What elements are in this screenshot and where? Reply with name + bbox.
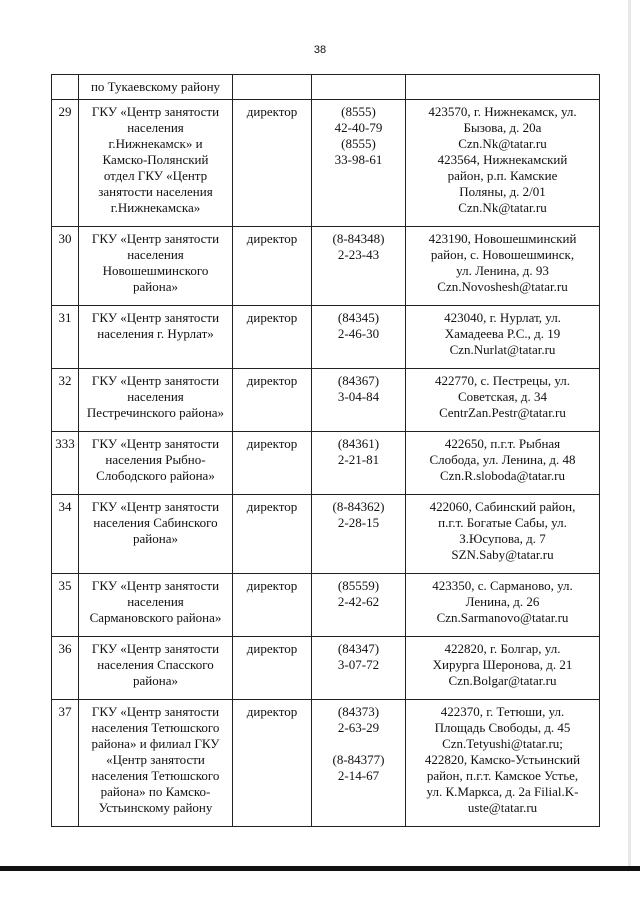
row-number: 32 <box>58 373 72 388</box>
phone-line: (8-84377) <box>332 752 385 767</box>
organization-line: Пестречинского района» <box>86 405 225 420</box>
organization-line: населения <box>127 120 184 135</box>
organization-line: района» по Камско- <box>100 784 211 799</box>
cell-organization <box>79 574 233 637</box>
address-line: 423350, с. Сарманово, ул. <box>432 578 573 593</box>
phone-line: 2-46-30 <box>337 326 380 341</box>
address-line: Czn.Bolgar@tatar.ru <box>448 673 557 688</box>
cell-address <box>406 100 600 227</box>
position-title: директор <box>246 641 298 656</box>
organization-line: района» <box>133 531 178 546</box>
address-line: Czn.R.sloboda@tatar.ru <box>440 468 565 483</box>
organization-line: занятости населения <box>98 184 213 199</box>
phone-line: 2-28-15 <box>337 515 380 530</box>
cell-phone <box>312 700 406 827</box>
address-line: Czn.Nk@tatar.ru <box>458 136 547 151</box>
address-line: З.Юсупова, д. 7 <box>459 531 546 546</box>
cell-address <box>406 574 600 637</box>
cell-organization <box>79 432 233 495</box>
row-number: 34 <box>58 499 72 514</box>
address-line: Czn.Tetyushi@tatar.ru; <box>442 736 563 751</box>
organization-line: населения Спасского <box>97 657 214 672</box>
organization-line: ГКУ «Центр занятости <box>91 231 220 246</box>
cell-number <box>52 227 79 306</box>
phone-line: 3-07-72 <box>337 657 380 672</box>
cell-position <box>233 369 312 432</box>
table-row-continuation <box>52 75 600 100</box>
address-line: 423190, Новошешминский <box>428 231 577 246</box>
phone-line: (84347) <box>337 641 380 656</box>
organization-line: населения Тетюшского <box>91 720 220 735</box>
organization-line: ГКУ «Центр занятости <box>91 436 220 451</box>
address-line: Поляны, д. 2/01 <box>459 184 546 199</box>
phone-line: 3-04-84 <box>337 389 380 404</box>
phone-line <box>315 736 402 752</box>
phone-line: (8555) <box>341 136 376 151</box>
organization-line: ГКУ «Центр занятости <box>91 641 220 656</box>
phone-line: 2-42-62 <box>337 594 380 609</box>
cell-phone <box>312 306 406 369</box>
table-row <box>52 700 600 827</box>
cell-phone <box>312 227 406 306</box>
phone-line: (85559) <box>337 578 380 593</box>
address-line: 422770, с. Пестрецы, ул. <box>435 373 570 388</box>
cell-organization <box>79 637 233 700</box>
organization-line: населения <box>127 594 184 609</box>
table-body <box>52 75 600 827</box>
address-line: 422820, г. Болгар, ул. <box>444 641 561 656</box>
row-number: 30 <box>58 231 72 246</box>
position-title: директор <box>246 436 298 451</box>
address-line: ул. К.Маркса, д. 2а Filial.K- <box>426 784 579 799</box>
address-line: SZN.Saby@tatar.ru <box>451 547 554 562</box>
table-row <box>52 369 600 432</box>
cell-number <box>52 637 79 700</box>
cell-address <box>406 369 600 432</box>
organization-line: Слободского района» <box>96 468 215 483</box>
position-title: директор <box>246 499 298 514</box>
scan-bottom-border <box>0 866 640 871</box>
organization-line: «Центр занятости <box>106 752 205 767</box>
organization-line: населения г. Нурлат» <box>97 326 214 341</box>
scan-edge-shadow <box>628 0 631 866</box>
cell-address <box>406 75 600 100</box>
cell-phone <box>312 495 406 574</box>
cell-phone <box>312 637 406 700</box>
table-row <box>52 495 600 574</box>
cell-organization <box>79 100 233 227</box>
organization-line: района» <box>133 279 178 294</box>
address-line: CentrZan.Pestr@tatar.ru <box>439 405 566 420</box>
organization-line: ГКУ «Центр занятости <box>91 704 220 719</box>
phone-line: (84361) <box>337 436 380 451</box>
table-row <box>52 100 600 227</box>
cell-phone <box>312 574 406 637</box>
cell-position <box>233 637 312 700</box>
row-number: 35 <box>58 578 72 593</box>
address-line: Советская, д. 34 <box>457 389 548 404</box>
organization-line: населения <box>127 389 184 404</box>
phone-line: (8-84348) <box>332 231 385 246</box>
address-line: п.г.т. Богатые Сабы, ул. <box>438 515 567 530</box>
organization-line: ГКУ «Центр занятости <box>91 373 220 388</box>
cell-address <box>406 495 600 574</box>
phone-line: (84367) <box>337 373 380 388</box>
organization-line: населения Тетюшского <box>91 768 220 783</box>
address-line: район, п.г.т. Камское Устье, <box>426 768 579 783</box>
address-line: Ленина, д. 26 <box>465 594 540 609</box>
cell-organization <box>79 369 233 432</box>
cell-address <box>406 637 600 700</box>
address-line: район, с. Новошешминск, <box>430 247 575 262</box>
cell-phone <box>312 75 406 100</box>
cell-phone <box>312 432 406 495</box>
cell-organization <box>79 700 233 827</box>
row-number: 333 <box>55 436 75 451</box>
address-line: 423570, г. Нижнекамск, ул. <box>428 104 577 119</box>
address-line: Czn.Sarmanovo@tatar.ru <box>436 610 569 625</box>
cell-organization <box>79 227 233 306</box>
cell-number <box>52 306 79 369</box>
cell-number <box>52 574 79 637</box>
cell-position <box>233 700 312 827</box>
cell-phone <box>312 369 406 432</box>
cell-organization <box>79 75 233 100</box>
organization-line: Камско-Полянский <box>102 152 209 167</box>
position-title: директор <box>246 578 298 593</box>
cell-position <box>233 100 312 227</box>
phone-line: 2-21-81 <box>337 452 380 467</box>
address-line: Бызова, д. 20а <box>463 120 542 135</box>
cell-number <box>52 75 79 100</box>
organization-line: ГКУ «Центр занятости <box>91 499 220 514</box>
organization-line: г.Нижнекамск» и <box>108 136 203 151</box>
address-line: Хирурга Шеронова, д. 21 <box>432 657 573 672</box>
cell-address <box>406 306 600 369</box>
position-title: директор <box>246 310 298 325</box>
row-number: 31 <box>58 310 72 325</box>
cell-address <box>406 432 600 495</box>
phone-line: 2-14-67 <box>337 768 380 783</box>
organization-line: населения Сабинского <box>93 515 218 530</box>
phone-line: (8555) <box>341 104 376 119</box>
position-title: директор <box>246 373 298 388</box>
address-line: 422820, Камско-Устьинский <box>424 752 581 767</box>
cell-position <box>233 574 312 637</box>
cell-position <box>233 432 312 495</box>
cell-address <box>406 700 600 827</box>
organization-line: Устьинскому району <box>98 800 213 815</box>
address-line: 422370, г. Тетюши, ул. <box>440 704 565 719</box>
table-row <box>52 637 600 700</box>
organization-line: г.Нижнекамска» <box>110 200 201 215</box>
position-title: директор <box>246 104 298 119</box>
organization-line: Новошешминского <box>102 263 209 278</box>
organization-line: по Тукаевскому району <box>90 79 221 94</box>
organization-line: ГКУ «Центр занятости <box>91 310 220 325</box>
organization-line: отдел ГКУ «Центр <box>103 168 208 183</box>
cell-phone <box>312 100 406 227</box>
organization-line: ГКУ «Центр занятости <box>91 104 220 119</box>
phone-line: 33-98-61 <box>334 152 383 167</box>
cell-organization <box>79 306 233 369</box>
organization-line: Сармановского района» <box>89 610 222 625</box>
table-row <box>52 306 600 369</box>
cell-organization <box>79 495 233 574</box>
cell-number <box>52 700 79 827</box>
organization-line: населения <box>127 247 184 262</box>
address-line: район, р.п. Камские <box>447 168 558 183</box>
table-row <box>52 432 600 495</box>
address-line: 423564, Нижнекамский <box>437 152 568 167</box>
organization-line: района» и филиал ГКУ <box>91 736 220 751</box>
cell-number <box>52 100 79 227</box>
phone-line: 2-63-29 <box>337 720 380 735</box>
address-line: Площадь Свободы, д. 45 <box>434 720 571 735</box>
employment-centers-table <box>51 74 600 827</box>
phone-line: (8-84362) <box>332 499 385 514</box>
table-row <box>52 574 600 637</box>
phone-line: (84373) <box>337 704 380 719</box>
row-number: 29 <box>58 104 72 119</box>
cell-position <box>233 495 312 574</box>
cell-position <box>233 227 312 306</box>
cell-position <box>233 75 312 100</box>
phone-line: 2-23-43 <box>337 247 380 262</box>
address-line: 422060, Сабинский район, <box>429 499 576 514</box>
address-line: 422650, п.г.т. Рыбная <box>444 436 561 451</box>
address-line: 423040, г. Нурлат, ул. <box>444 310 561 325</box>
row-number: 37 <box>58 704 72 719</box>
organization-line: района» <box>133 673 178 688</box>
cell-position <box>233 306 312 369</box>
organization-line: ГКУ «Центр занятости <box>91 578 220 593</box>
page-number: 38 <box>313 44 327 56</box>
row-number: 36 <box>58 641 72 656</box>
address-line: Czn.Nurlat@tatar.ru <box>449 342 556 357</box>
position-title: директор <box>246 231 298 246</box>
address-line: Czn.Novoshesh@tatar.ru <box>437 279 568 294</box>
cell-number <box>52 369 79 432</box>
position-title: директор <box>246 704 298 719</box>
phone-line: 42-40-79 <box>334 120 383 135</box>
cell-number <box>52 432 79 495</box>
address-line: uste@tatar.ru <box>467 800 538 815</box>
organization-line: населения Рыбно- <box>105 452 206 467</box>
address-line: Слобода, ул. Ленина, д. 48 <box>429 452 576 467</box>
table-row <box>52 227 600 306</box>
cell-address <box>406 227 600 306</box>
address-line: Czn.Nk@tatar.ru <box>458 200 547 215</box>
address-line: Хамадеева Р.С., д. 19 <box>444 326 561 341</box>
cell-number <box>52 495 79 574</box>
address-line: ул. Ленина, д. 93 <box>456 263 549 278</box>
phone-line: (84345) <box>337 310 380 325</box>
